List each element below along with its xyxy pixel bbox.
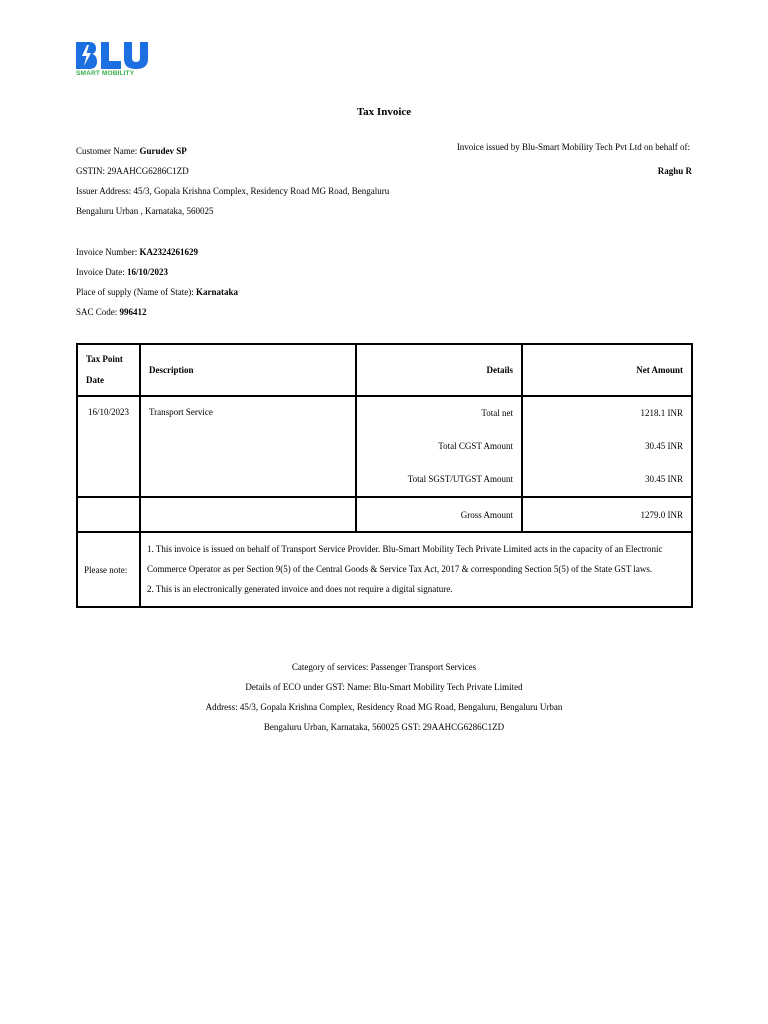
line-amount: 1218.1 INR: [640, 408, 683, 418]
gross-empty-cell: [77, 497, 140, 532]
invoice-date-line: [76, 266, 168, 278]
invoice-number: KA2324261629: [139, 247, 198, 257]
header-description: Description: [140, 344, 356, 396]
logo-tagline: SMART MOBILITY: [76, 70, 135, 77]
invoice-number-label: Invoice Number:: [76, 247, 138, 257]
sac-code-line: [76, 306, 147, 318]
line-label: Total SGST/UTGST Amount: [407, 474, 513, 484]
customer-name: Gurudev SP: [139, 146, 187, 156]
place-of-supply-label: Place of supply (Name of State):: [76, 287, 194, 297]
gross-row: [77, 497, 692, 532]
issued-by-text: Invoice issued by Blu-Smart Mobility Tech Pvt Ltd on behalf of:: [456, 142, 690, 152]
issuer-address-line1: Issuer Address: 45/3, Gopala Krishna Complex, Residency Road MG Road, Bengaluru: [76, 186, 390, 196]
row-details: [356, 396, 522, 497]
note-row: [77, 532, 692, 607]
sac-code-label: SAC Code:: [76, 307, 118, 317]
customer-name-label: Customer Name:: [76, 146, 138, 156]
note-label: Please note:: [77, 532, 140, 607]
line-amount: 30.45 INR: [645, 474, 683, 484]
invoice-table: [76, 343, 693, 608]
issuer-address-line2: Bengaluru Urban , Karnataka, 560025: [76, 206, 214, 216]
driver-name: Raghu R: [657, 166, 692, 176]
table-header-row: [77, 344, 692, 396]
header-details: Details: [356, 344, 522, 396]
footer-address-gst: Bengaluru Urban, Karnataka, 560025 GST: 29AAHCG6286C1ZD: [263, 722, 505, 732]
gross-empty-cell: [140, 497, 356, 532]
gross-label: Gross Amount: [356, 497, 522, 532]
header-net-amount: Net Amount: [522, 344, 692, 396]
invoice-number-line: [76, 246, 198, 258]
line-label: Total net: [481, 408, 513, 418]
row-date: 16/10/2023: [77, 396, 140, 497]
footer-eco-details: Details of ECO under GST: Name: Blu-Smart Mobility Tech Private Limited: [245, 682, 523, 692]
line-label: Total CGST Amount: [438, 441, 513, 451]
note-body: [140, 532, 692, 607]
header-tax-point-date: Tax Point Date: [77, 344, 140, 396]
table-row: [77, 396, 692, 497]
footer-category: Category of services: Passenger Transport Services: [291, 662, 477, 672]
blu-logo-mark: [76, 42, 148, 70]
note-1: 1. This invoice is issued on behalf of Transport Service Provider. Blu-Smart Mobility Tech Private Limited acts in the capacity of an Electronic Commerce Operator as per Section 9(5) of the Central Goods & Service Tax Act, 2017 & corresponding Section 5(5) of the State GST laws.: [147, 544, 663, 574]
row-amounts: [522, 396, 692, 497]
footer-address: Address: 45/3, Gopala Krishna Complex, Residency Road MG Road, Bengaluru, Bengaluru Urban: [205, 702, 563, 712]
blu-smart-logo: [76, 42, 148, 80]
gross-amount: 1279.0 INR: [522, 497, 692, 532]
row-description: Transport Service: [140, 396, 356, 497]
note-2: 2. This is an electronically generated invoice and does not require a digital signature.: [147, 584, 453, 594]
customer-gstin: GSTIN: 29AAHCG6286C1ZD: [76, 166, 189, 176]
sac-code: 996412: [119, 307, 147, 317]
place-of-supply: Karnataka: [195, 287, 238, 297]
invoice-date-label: Invoice Date:: [76, 267, 125, 277]
line-amount: 30.45 INR: [645, 441, 683, 451]
footer: [0, 657, 768, 737]
invoice-title: Tax Invoice: [356, 106, 412, 118]
invoice-date: 16/10/2023: [126, 267, 168, 277]
customer-name-line: [76, 145, 187, 157]
place-of-supply-line: [76, 286, 238, 298]
